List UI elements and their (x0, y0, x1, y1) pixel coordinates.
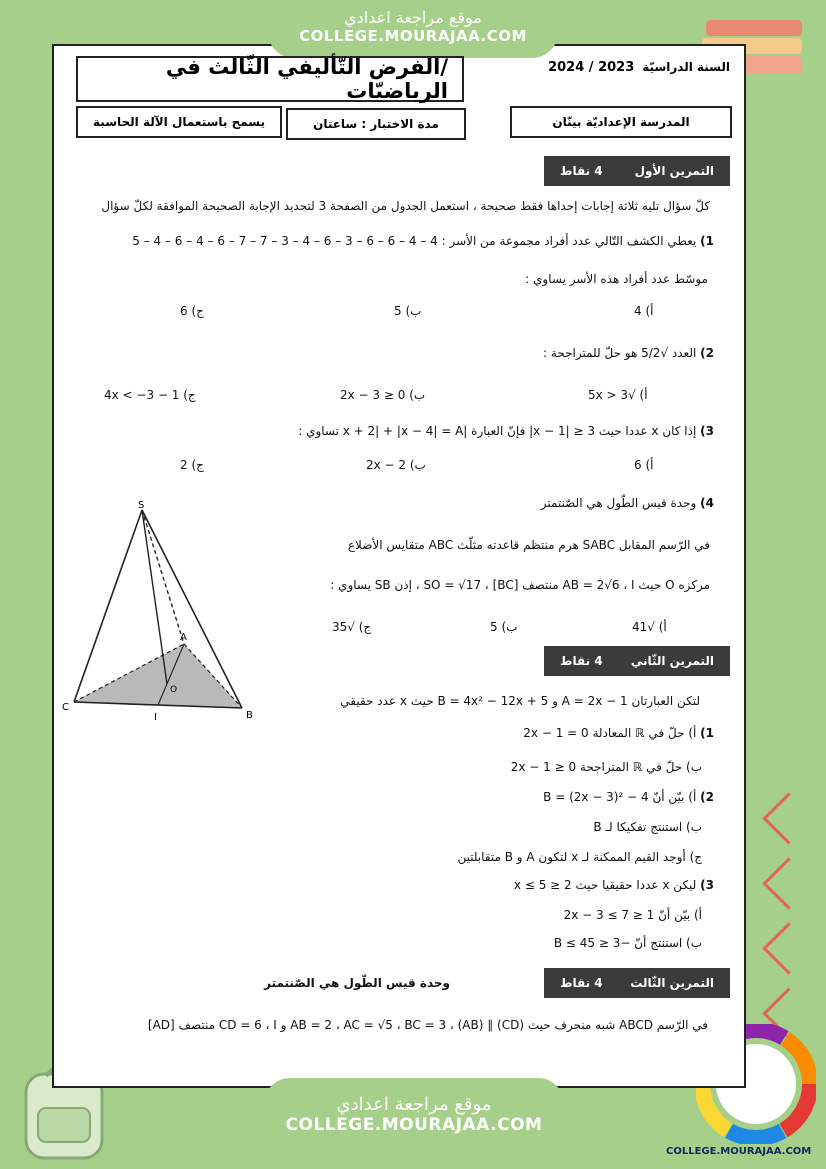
ex1-intro: كلّ سؤال تليه ثلاثة إجابات إحداها فقط صحيحة ، استعمل الجدول من الصفحة 3 لتحديد الإجابة الصحيحة الموافقة لكلّ سؤال (101, 199, 710, 213)
ex1-q1-choice-c: ج) 6 (180, 304, 204, 318)
ex1-q3-choice-a: أ) 6 (634, 458, 654, 472)
ex2-p1a (523, 726, 714, 740)
ex2-title: التمرين الثّاني (630, 654, 714, 668)
ex1-points: 4 نقاط (560, 164, 603, 178)
school-year-value: 2024 / 2023 (548, 60, 635, 75)
bottom-banner-site-url[interactable]: COLLEGE.MOURAJAA.COM (285, 1115, 543, 1135)
label-b: B (246, 710, 253, 721)
ex1-q1 (132, 234, 714, 248)
ex2-p2-number: 2) (700, 790, 714, 804)
ex2-p3 (514, 878, 714, 892)
bottom-banner-site-name: موقع مراجعة اعدادي (336, 1094, 492, 1115)
ex1-q3-text: إذا كان x عددا حيث 3 ≤ |1 − x| فإنّ العبارة |x + 2| + |x − 4| = A تساوي : (298, 424, 697, 438)
ex2-p2c: ج) أوجد القيم الممكنة لـ x لتكون A و B متقابلتين (457, 850, 702, 864)
ex1-q2 (543, 346, 714, 360)
chevron-decoration-icon (750, 790, 820, 1050)
ex1-q3-choice-c: ج) 2 (180, 458, 204, 472)
ex1-q4-desc: في الرّسم المقابل SABC هرم منتظم قاعدته مثلّث ABC متقايس الأضلاع (347, 538, 710, 552)
ex1-q4-choice-c: ج) √35 (332, 620, 372, 634)
ex1-title: التمرين الأول (634, 164, 714, 178)
ex2-points: 4 نقاط (560, 654, 603, 668)
school-year-block (510, 60, 730, 84)
school-name: المدرسة الإعداديّة بينّان (510, 106, 732, 138)
ex2-p2b: ب) استنتج تفكيكا لـ B (593, 820, 702, 834)
ex1-q1-number: 1) (700, 234, 714, 248)
ex3-intro: في الرّسم ABCD شبه منحرف حيث (CD) ∥ (AB) ، AB = 2 ، AC = √5 ، BC = 3 و CD = 6 ، I منتصف [AD] (147, 1018, 708, 1032)
label-i: I (154, 712, 157, 723)
ex1-q1-choice-a: أ) 4 (634, 304, 654, 318)
label-s: S (138, 500, 145, 511)
label-o: O (170, 685, 178, 695)
label-c: C (62, 702, 69, 713)
calculator-note: يسمح باستعمال الآلة الحاسبة (76, 106, 282, 138)
ex1-q4 (541, 496, 714, 510)
ex1-q2-text: العدد √5/2 هو حلّ للمتراجحة : (543, 346, 697, 360)
ex2-p2a-text: أ) بيّن أنّ B = (2x − 3)² − 4 (543, 790, 697, 804)
ex2-p3a: أ) بيّن أنّ 1 ≤ 2x − 3 ≤ 7 (563, 908, 702, 922)
ex2-p3-text: ليكن x عددا حقيقيا حيث 2 ≤ x ≤ 5 (513, 878, 697, 892)
exam-title: /الفرض التّأليفي الثّالث في الرياضيّات (76, 56, 464, 102)
exam-duration: مدة الاختبار : ساعتان (286, 108, 466, 140)
base-shaded (74, 644, 242, 708)
ex1-q1-text: يعطي الكشف التّالي عدد أفراد مجموعة من الأسر : 4 – 4 – 6 – 6 – 3 – 6 – 4 – 3 – 7 – 7 – 6 – 4 – 6 – 4 – 5 (132, 234, 697, 248)
ex1-q2-choice-c: ج) 1 − 4x < −3 (104, 388, 196, 402)
ex2-p1a-text: أ) حلّ في ℝ المعادلة 2x − 1 = 0 (523, 726, 697, 740)
ex1-q1-sub: موسّط عدد أفراد هذه الأسر يساوي : (525, 272, 708, 286)
ex1-q3 (298, 424, 714, 438)
ex2-header (544, 646, 730, 676)
ex2-p1b: ب) حلّ في ℝ المتراجحة 2x − 1 ≥ 0 (510, 760, 702, 774)
banner-site-name: موقع مراجعة اعدادي (344, 8, 482, 27)
ex1-q4-choice-b: ب) 5 (490, 620, 518, 634)
ex1-q2-choice-b: ب) 2x − 3 ≥ 0 (340, 388, 426, 402)
banner-site-url[interactable]: COLLEGE.MOURAJAA.COM (299, 27, 527, 45)
ex2-intro: لتكن العبارتان A = 2x − 1 و B = 4x² − 12x + 5 حيث x عدد حقيقي (340, 694, 700, 708)
ex2-p2a (543, 790, 714, 804)
edge-sa (142, 510, 184, 644)
ex1-q3-choice-b: ب) 2x − 2 (366, 458, 426, 472)
ex3-header (544, 968, 730, 998)
ex1-q4-choice-a: أ) √41 (632, 620, 667, 634)
ex1-q1-choice-b: ب) 5 (394, 304, 422, 318)
corner-logo-text: COLLEGE.MOURAJAA.COM (666, 1146, 812, 1157)
ex1-header (544, 156, 730, 186)
ex2-p3-number: 3) (700, 878, 714, 892)
ex3-unit: وحدة قيس الطّول هي الصّنتمتر (264, 976, 450, 990)
ex1-q4-number: 4) (700, 496, 714, 510)
ex1-q4-text: وحدة قيس الطّول هي الصّنتمتر (540, 496, 697, 510)
ex1-q4-question: مركزه O حيث AB = 2√6 ، I منتصف [BC] ، SO = √17 ، إذن SB يساوي : (330, 578, 710, 592)
school-year-label: السنة الدراسيّة (642, 60, 730, 74)
bottom-banner (264, 1078, 564, 1158)
ex1-q2-number: 2) (700, 346, 714, 360)
ex3-title: التمرين الثّالث (630, 976, 714, 990)
ex3-points: 4 نقاط (560, 976, 603, 990)
label-a: A (180, 632, 187, 643)
ex1-q3-number: 3) (700, 424, 714, 438)
pyramid-figure (56, 496, 262, 728)
ex2-p1-number: 1) (700, 726, 714, 740)
top-banner (268, 0, 558, 58)
ex2-p3b: ب) استنتج أنّ −3 ≤ B ≤ 45 (553, 936, 702, 950)
ex1-q2-choice-a: أ) √5x > 3 (588, 388, 648, 402)
